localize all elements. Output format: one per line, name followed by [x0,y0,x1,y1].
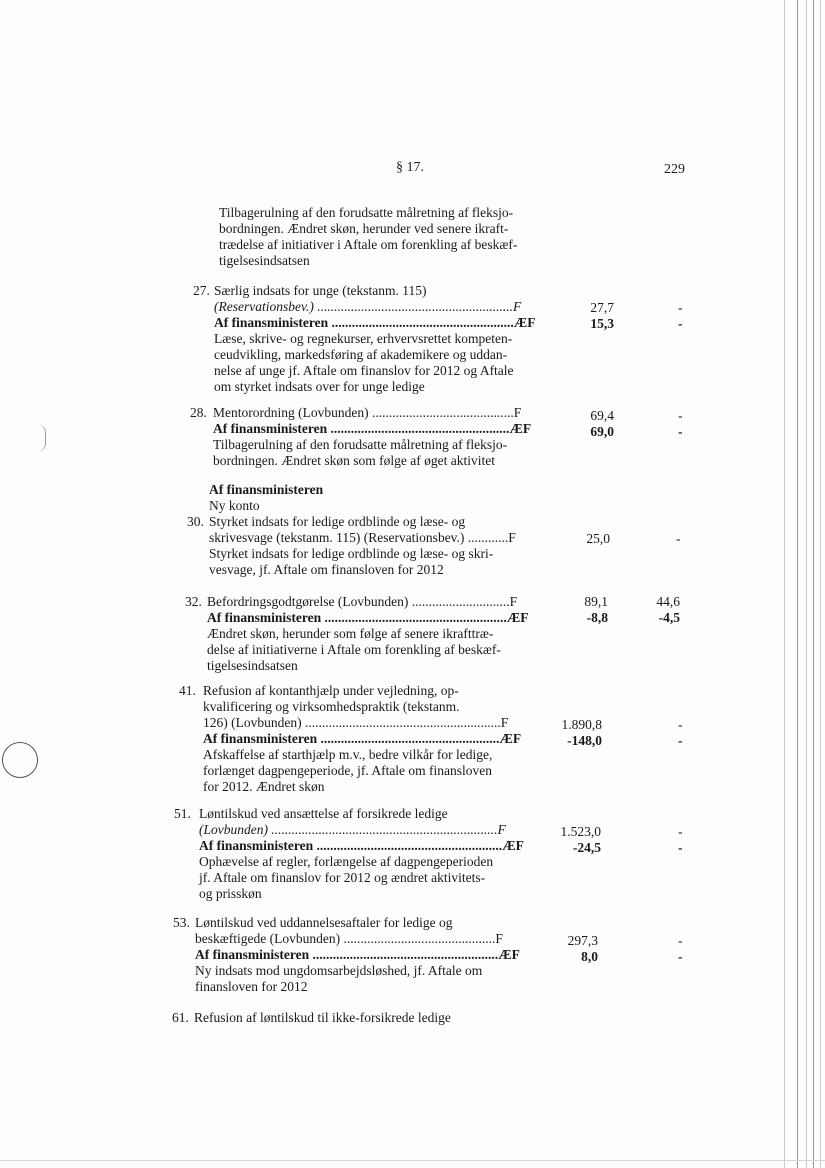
scan-edge-line [806,0,807,1168]
margin-bracket-mark [37,424,46,452]
intro-line: trædelse af initiativer i Aftale om forenkling af beskæf- [219,237,518,252]
punch-hole-mark [2,742,38,778]
entry-number: 27. [193,283,210,298]
entry-desc: Ny indsats mod ungdomsarbejdsløshed, jf. Aftale om [195,963,483,978]
amount-value: 1.890,8 [561,717,602,732]
amount-change: -148,0 [567,733,602,748]
finance-minister-line: Af finansministeren ......................................................ÆF [214,315,536,330]
amount-change-2: - [678,949,683,964]
amount-value-2: - [678,408,683,423]
entry-desc: bordningen. Ændret skøn som følge af øget aktivitet [213,453,495,468]
entry-desc: for 2012. Ændret skøn [203,779,325,794]
amount-value: 89,1 [584,594,608,609]
amount-value: 69,4 [590,408,614,423]
finance-minister-line: Af finansministeren .......................................................ÆF [199,838,524,853]
entry-title-line: kvalificering og virksomhedspraktik (tekstanm. [203,699,460,714]
scan-bottom-line [0,1160,825,1161]
scan-edge-line [784,0,785,1168]
entry-desc: finansloven for 2012 [195,979,308,994]
entry-desc: Læse, skrive- og regnekurser, erhvervsrettet kompeten- [214,331,513,346]
entry-desc: nelse af unge jf. Aftale om finanslov for 2012 og Aftale [214,363,514,378]
entry-desc: forlænget dagpengeperiode, jf. Aftale om finansloven [203,763,493,778]
subsection-subheading: Ny konto [209,498,260,513]
intro-line: bordningen. Ændret skøn, herunder ved senere ikraft- [219,221,509,236]
entry-number: 32. [185,594,202,609]
entry-title: Styrket indsats for ledige ordblinde og læse- og [209,514,466,529]
finance-minister-line: Af finansministeren ......................................................ÆF [207,610,529,625]
entry-desc: ceudvikling, markedsføring af akademikere og uddan- [214,347,508,362]
entry-desc: og prisskøn [199,886,262,901]
amount-value: 27,7 [590,300,614,315]
amount-value-2: 44,6 [656,594,680,609]
entry-title-line: Befordringsgodtgørelse (Lovbunden) .............................F [207,594,518,609]
intro-line: tigelsesindsatsen [219,253,310,268]
entry-desc: tigelsesindsatsen [207,658,298,673]
intro-line: Tilbagerulning af den forudsatte målretning af fleksjo- [219,205,514,220]
amount-value: 25,0 [586,531,610,546]
entry-number: 41. [179,683,196,698]
entry-title-line: (Reservationsbev.) ..........................................................F [214,299,522,314]
amount-change: 15,3 [590,316,614,331]
entry-title: Særlig indsats for unge (tekstanm. 115) [214,283,427,298]
entry-desc: jf. Aftale om finanslov for 2012 og ændret aktivitets- [199,870,486,885]
amount-value-2: - [678,300,683,315]
entry-number: 51. [174,806,191,821]
entry-title: Løntilskud ved uddannelsesaftaler for ledige og [195,915,453,930]
entry-desc: Ophævelse af regler, forlængelse af dagpengeperioden [199,854,494,869]
amount-change-2: - [678,316,683,331]
scan-edge-line [813,0,814,1168]
amount-value-2: - [678,933,683,948]
entry-title-line: beskæftigede (Lovbunden) .............................................F [195,931,503,946]
entry-title: Løntilskud ved ansættelse af forsikrede ledige [199,806,448,821]
amount-change-2: - [678,733,683,748]
amount-change: 8,0 [581,949,598,964]
entry-number: 30. [187,514,204,529]
amount-change: -24,5 [572,840,601,855]
finance-minister-line: Af finansministeren .....................................................ÆF [203,731,522,746]
amount-change: 69,0 [590,424,614,439]
scan-edge-line [797,0,798,1168]
entry-title: Refusion af løntilskud til ikke-forsikrede ledige [194,1010,451,1025]
entry-title: Refusion af kontanthjælp under vejledning, op- [203,683,459,698]
amount-value-2: - [678,717,683,732]
entry-desc: vesvage, jf. Aftale om finansloven for 2012 [209,562,444,577]
scan-edge-line [820,0,821,1168]
entry-title-line: (Lovbunden) ...................................................................F [199,822,506,837]
amount-value: 297,3 [567,933,598,948]
entry-desc: Ændret skøn, herunder som følge af senere ikrafttræ- [207,626,494,641]
finance-minister-line: Af finansministeren .....................................................ÆF [213,421,532,436]
entry-number: 28. [190,405,207,420]
entry-desc: om styrket indsats over for unge ledige [214,379,425,394]
subsection-heading: Af finansministeren [209,482,324,497]
amount-change-2: - [678,840,683,855]
amount-value: 1.523,0 [560,824,601,839]
entry-desc: Afskaffelse af starthjælp m.v., bedre vilkår for ledige, [203,747,493,762]
entry-number: 53. [173,915,190,930]
amount-value-2: - [678,824,683,839]
section-heading: § 17. [396,160,424,175]
entry-title-line: Mentorordning (Lovbunden) ..........................................F [213,405,522,420]
entry-desc: delse af initiativerne i Aftale om forenkling af beskæf- [207,642,501,657]
entry-title-line: skrivesvage (tekstanm. 115) (Reservationsbev.) ............F [209,530,516,545]
entry-title-line: 126) (Lovbunden) ..........................................................F [203,715,509,730]
amount-value-2: - [676,531,681,546]
amount-change: -8,8 [586,610,608,625]
amount-change-2: -4,5 [658,610,680,625]
finance-minister-line: Af finansministeren .......................................................ÆF [195,947,520,962]
amount-change-2: - [678,424,683,439]
page-number: 229 [664,162,685,177]
entry-number: 61. [172,1010,189,1025]
entry-desc: Tilbagerulning af den forudsatte målretning af fleksjo- [213,437,508,452]
entry-desc: Styrket indsats for ledige ordblinde og læse- og skri- [209,546,494,561]
